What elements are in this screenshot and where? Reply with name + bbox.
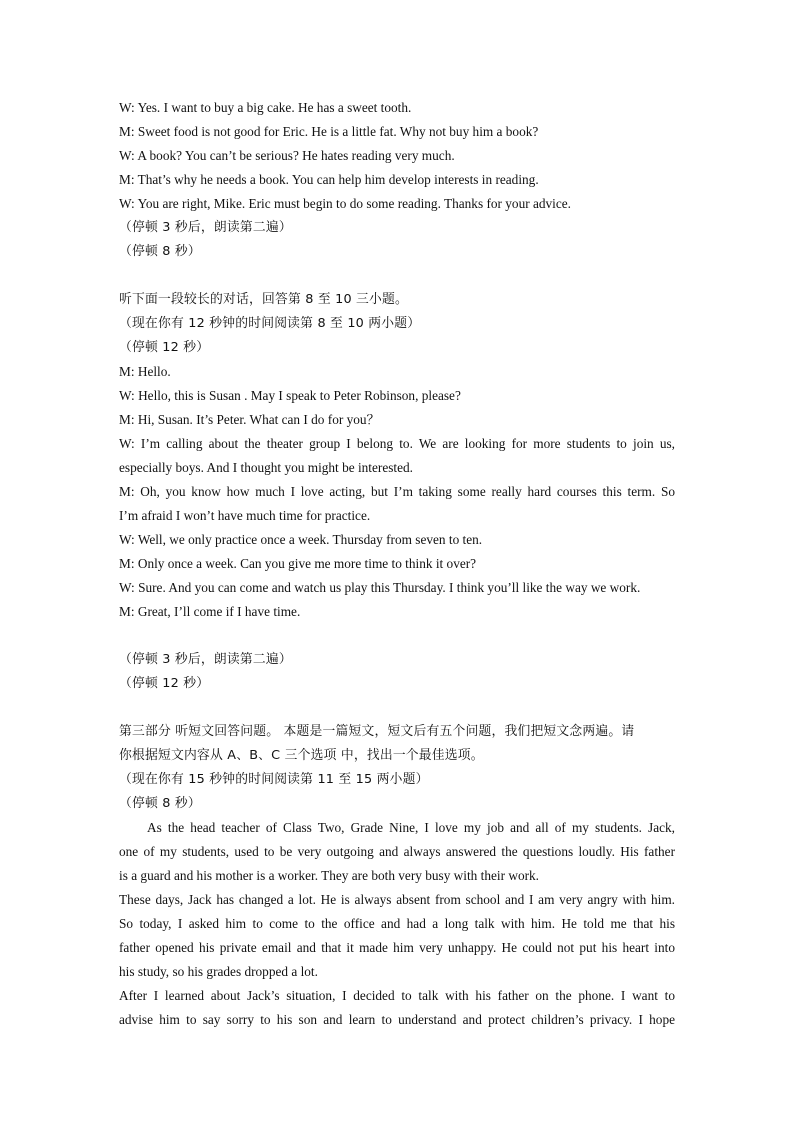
- reading-time-note: （现在你有 15 秒钟的时间阅读第 11 至 15 两小题）: [119, 772, 429, 787]
- dialogue-line: M: Only once a week. Can you give me more time to think it over?: [119, 556, 477, 571]
- pause-note: （停顿 8 秒）: [119, 244, 201, 259]
- pause-note: （停顿 3 秒后，朗读第二遍）: [119, 220, 292, 235]
- dialogue-line: M: Hello.: [119, 364, 171, 379]
- dialogue-line: M: Hi, Susan. It’s Peter. What can I do for you？: [119, 412, 380, 427]
- passage-line: After I learned about Jack’s situation, I decided to talk with his father on the phone. I want to: [119, 988, 675, 1003]
- dialogue-section-b: [119, 288, 675, 624]
- section-header: 你根据短文内容从 A、B、C 三个选项 中，找出一个最佳选项。: [119, 748, 484, 763]
- passage-line: his study, so his grades dropped a lot.: [119, 964, 318, 979]
- dialogue-line: M: Oh, you know how much I love acting, but I’m taking some really hard courses this term. So: [119, 484, 675, 499]
- spacer: [119, 624, 675, 648]
- dialogue-line: W: Sure. And you can come and watch us play this Thursday. I think you’ll like the way we work.: [119, 580, 641, 595]
- pause-note: （停顿 8 秒）: [119, 796, 201, 811]
- dialogue-section-a: [119, 96, 675, 264]
- dialogue-line: W: A book? You can’t be serious? He hates reading very much.: [119, 148, 455, 163]
- dialogue-line: W: Yes. I want to buy a big cake. He has a sweet tooth.: [119, 100, 412, 115]
- passage-line: As the head teacher of Class Two, Grade Nine, I love my job and all of my students. Jack,: [147, 820, 675, 835]
- spacer: [119, 696, 675, 720]
- spacer: [119, 264, 675, 288]
- passage-line: is a guard and his mother is a worker. They are both very busy with their work.: [119, 868, 539, 883]
- dialogue-line: W: Hello, this is Susan . May I speak to Peter Robinson, please?: [119, 388, 461, 403]
- passage-line: one of my students, used to be very outgoing and always answered the questions loudly. His father: [119, 844, 675, 859]
- dialogue-line: W: Well, we only practice once a week. Thursday from seven to ten.: [119, 532, 483, 547]
- passage-line: These days, Jack has changed a lot. He is always absent from school and I am very angry with him.: [119, 892, 675, 907]
- dialogue-line: M: That’s why he needs a book. You can help him develop interests in reading.: [119, 172, 539, 187]
- dialogue-line: I’m afraid I won’t have much time for practice.: [119, 508, 371, 523]
- section-header: 第三部分 听短文回答问题。 本题是一篇短文，短文后有五个问题，我们把短文念两遍。请: [119, 724, 635, 739]
- document-page: [119, 96, 675, 1032]
- passage-line: So today, I asked him to come to the office and had a long talk with him. He told me that his: [119, 916, 675, 931]
- dialogue-line: especially boys. And I thought you might be interested.: [119, 460, 413, 475]
- pause-note: （停顿 12 秒）: [119, 676, 210, 691]
- passage-line: father opened his private email and that it made him very unhappy. He could not put his heart into: [119, 940, 675, 955]
- pause-note: （停顿 12 秒）: [119, 340, 210, 355]
- dialogue-line: M: Sweet food is not good for Eric. He is a little fat. Why not buy him a book?: [119, 124, 539, 139]
- dialogue-line: M: Great, I’ll come if I have time.: [119, 604, 301, 619]
- passage-section-c: [119, 720, 675, 1032]
- reading-time-note: （现在你有 12 秒钟的时间阅读第 8 至 10 两小题）: [119, 316, 421, 331]
- pause-note: （停顿 3 秒后，朗读第二遍）: [119, 652, 292, 667]
- passage-line: advise him to say sorry to his son and learn to understand and protect children’s privacy. I hope: [119, 1012, 675, 1027]
- section-intro: 听下面一段较长的对话，回答第 8 至 10 三小题。: [119, 292, 409, 307]
- dialogue-line: W: You are right, Mike. Eric must begin to do some reading. Thanks for your advice.: [119, 196, 572, 211]
- dialogue-line: W: I’m calling about the theater group I belong to. We are looking for more students to join us,: [119, 436, 675, 451]
